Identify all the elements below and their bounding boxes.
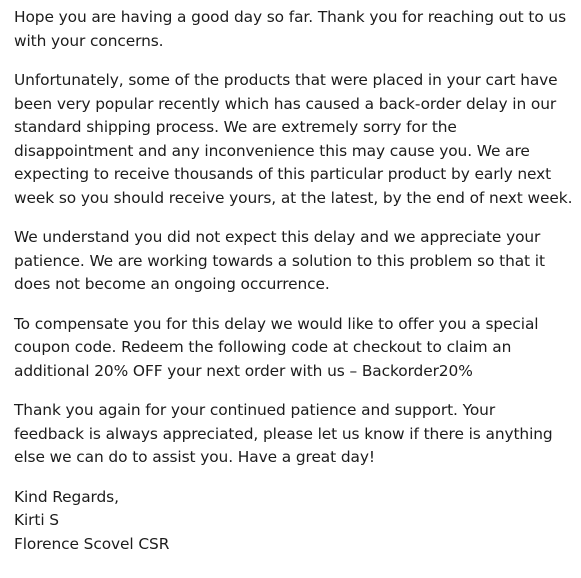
text-line: been very popular recently which has caused a back-order delay in our bbox=[14, 94, 557, 113]
coupon-paragraph bbox=[14, 313, 576, 384]
text-line: feedback is always appreciated, please let us know if there is anything bbox=[14, 424, 553, 443]
text-line: patience. We are working towards a solution to this problem so that it bbox=[14, 251, 545, 270]
text-line: does not become an ongoing occurrence. bbox=[14, 275, 330, 293]
thank-you-paragraph bbox=[14, 399, 576, 470]
text-line: disappointment and any inconvenience this may cause you. We are bbox=[14, 141, 530, 160]
text-line: Unfortunately, some of the products that were placed in your cart have bbox=[14, 71, 558, 89]
text-line: else we can do to assist you. Have a great day! bbox=[14, 448, 375, 466]
text-line: expecting to receive thousands of this particular product by early next bbox=[14, 165, 552, 183]
text-line: We understand you did not expect this delay and we appreciate your bbox=[14, 228, 541, 246]
text-line: week so you should receive yours, at the latest, by the end of next week. bbox=[14, 188, 573, 207]
sender-name: Kirti S bbox=[14, 511, 59, 529]
text-line: Thank you again for your continued patience and support. Your bbox=[14, 401, 496, 419]
sender-title: Florence Scovel CSR bbox=[14, 534, 170, 553]
text-line: Hope you are having a good day so far. Thank you for reaching out to us bbox=[14, 8, 567, 26]
text-line: standard shipping process. We are extremely sorry for the bbox=[14, 118, 457, 136]
email-body bbox=[14, 6, 576, 556]
text-line: coupon code. Redeem the following code at checkout to claim an bbox=[14, 338, 512, 356]
signature-block bbox=[14, 486, 576, 557]
closing-text: Kind Regards, bbox=[14, 487, 119, 506]
text-line: To compensate you for this delay we would like to offer you a special bbox=[14, 314, 539, 333]
text-line: with your concerns. bbox=[14, 31, 164, 50]
text-line: additional 20% OFF your next order with us – Backorder20% bbox=[14, 361, 473, 380]
greeting-paragraph bbox=[14, 6, 576, 53]
apology-paragraph bbox=[14, 226, 576, 297]
delay-explanation-paragraph bbox=[14, 69, 576, 210]
